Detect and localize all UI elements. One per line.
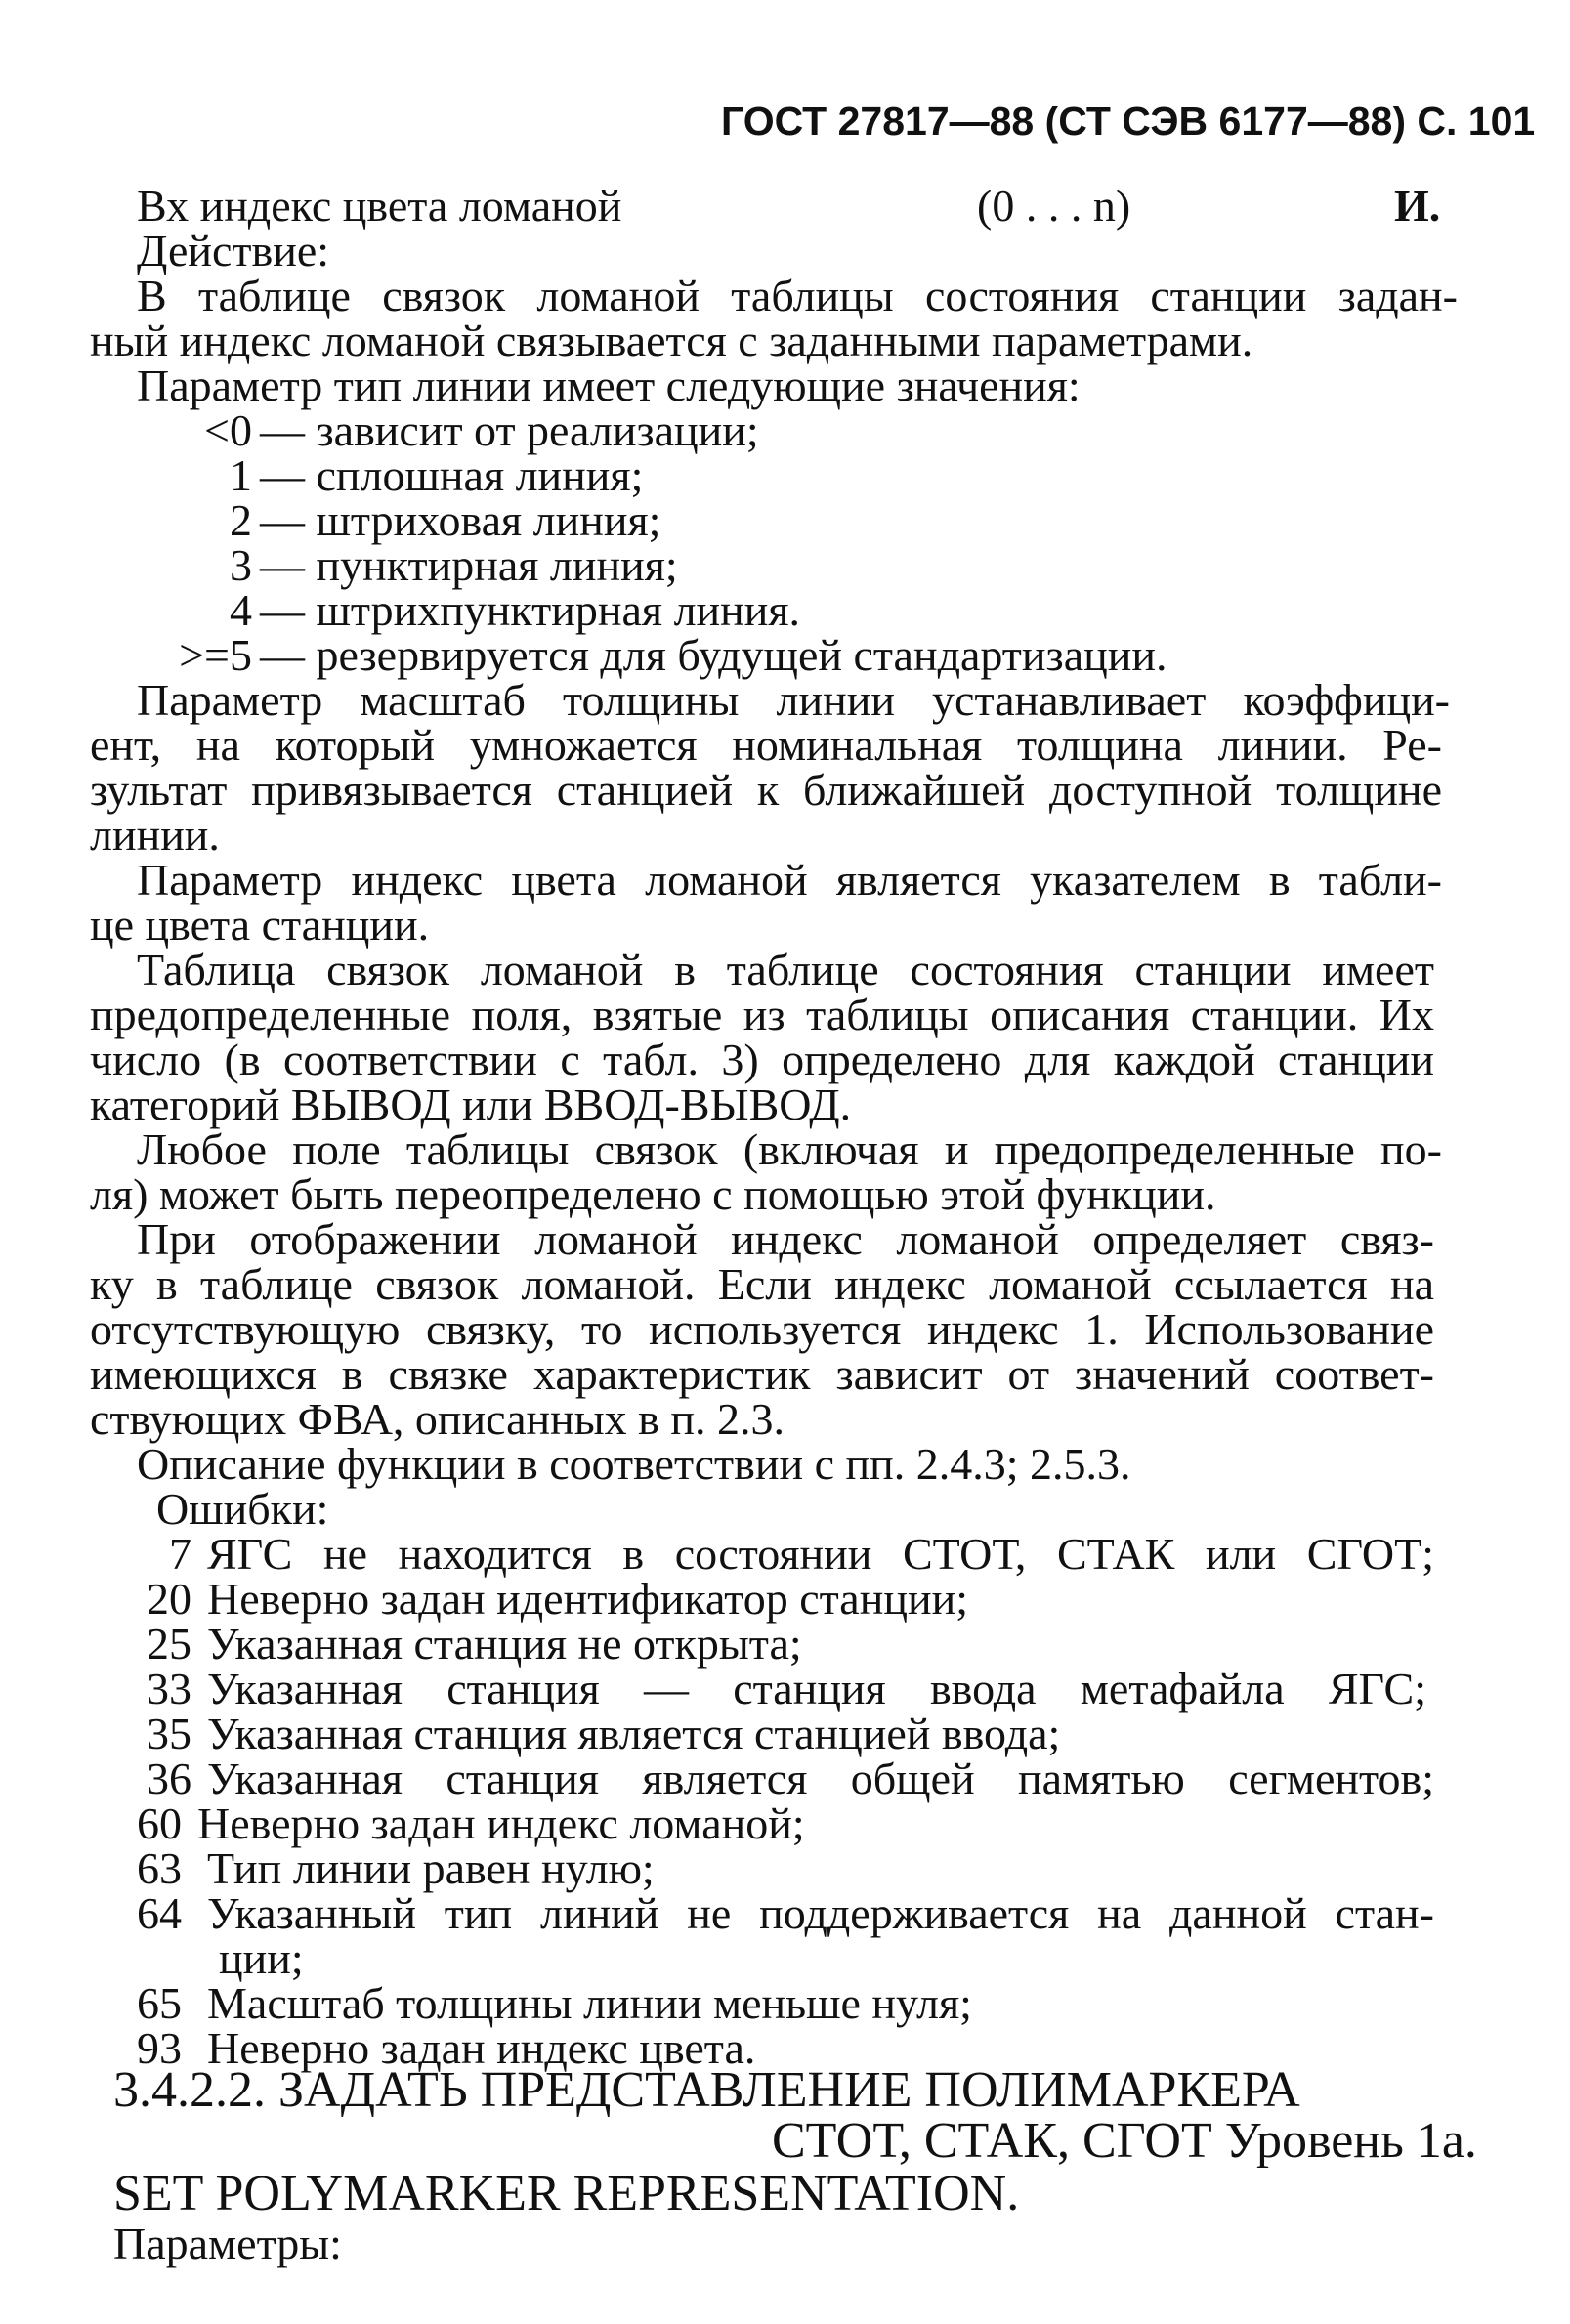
error-text: Тип линии равен нулю; [207, 1843, 655, 1893]
action-label: Действие: [137, 226, 330, 275]
param-range: (0 . . . n) [977, 181, 1131, 231]
any-line-1: Любое поле таблицы связок (включая и предопределенные по- [137, 1124, 1442, 1174]
para-1-line-2: ный индекс ломаной связывается с заданными параметрами. [90, 316, 1253, 365]
error-code: 60 [137, 1798, 182, 1848]
scale-line-3: зультат привязывается станцией к ближайшей доступной толщине [90, 765, 1442, 815]
error-code: 20 [147, 1574, 191, 1624]
para-2-line-1: Параметр тип линии имеет следующие значения: [137, 360, 1081, 410]
error-code: 33 [147, 1664, 191, 1713]
running-head: ГОСТ 27817—88 (СТ СЭВ 6177—88) С. 101 [721, 99, 1536, 144]
line-type-code: 4 [230, 585, 252, 635]
scale-line-2: ент, на который умножается номинальная толщина линии. Ре- [90, 720, 1442, 770]
error-code: 35 [147, 1709, 191, 1758]
error-text: Указанный тип линий не поддерживается на данной стан- [207, 1888, 1434, 1938]
display-line-5: ствующих ФВА, описанных в п. 2.3. [90, 1394, 785, 1444]
display-line-4: имеющихся в связке характеристик зависит от значений соответ- [90, 1349, 1434, 1399]
param-type: И. [1394, 181, 1441, 231]
parameters-label: Параметры: [113, 2218, 342, 2268]
line-type-text: — сплошная линия; [260, 450, 644, 500]
error-text-continuation: ции; [219, 1933, 304, 1983]
table-line-1: Таблица связок ломаной в таблице состояния станции имеет [137, 945, 1434, 994]
line-type-text: — зависит от реализации; [260, 405, 759, 455]
display-line-1: При отображении ломаной индекс ломаной определяет связ- [137, 1214, 1434, 1264]
line-type-text: — резервируется для будущей стандартизации. [260, 630, 1167, 680]
scale-line-1: Параметр масштаб толщины линии устанавливает коэффици- [137, 675, 1450, 725]
table-line-4: категорий ВЫВОД или ВВОД-ВЫВОД. [90, 1079, 852, 1129]
section-english-title: SET POLYMARKER REPRESENTATION. [113, 2166, 1020, 2221]
line-type-code: 3 [230, 540, 252, 590]
error-code: 64 [137, 1888, 182, 1938]
description-reference: Описание функции в соответствии с пп. 2.4.3; 2.5.3. [137, 1439, 1131, 1489]
error-code: 25 [147, 1619, 191, 1669]
param-name: Вх индекс цвета ломаной [137, 181, 622, 231]
error-code: 36 [147, 1754, 191, 1803]
error-code: 63 [137, 1843, 182, 1893]
line-type-text: — пунктирная линия; [260, 540, 678, 590]
display-line-2: ку в таблице связок ломаной. Если индекс ломаной ссылается на [90, 1259, 1434, 1309]
error-text: Неверно задан индекс цвета. [207, 2023, 756, 2073]
error-code: 7 [169, 1529, 191, 1579]
color-line-2: це цвета станции. [90, 900, 430, 950]
color-line-1: Параметр индекс цвета ломаной является указателем в табли- [137, 855, 1442, 905]
line-type-code: >=5 [179, 630, 252, 680]
section-title: 3.4.2.2. ЗАДАТЬ ПРЕДСТАВЛЕНИЕ ПОЛИМАРКЕРА [113, 2062, 1300, 2118]
error-text: Неверно задан идентификатор станции; [207, 1574, 968, 1624]
error-text: ЯГС не находится в состоянии СТОТ, СТАК или СГОТ; [207, 1529, 1434, 1579]
errors-label: Ошибки: [156, 1484, 329, 1534]
para-1-line-1: В таблице связок ломаной таблицы состояния станции задан- [137, 271, 1458, 320]
error-code: 65 [137, 1978, 182, 2028]
line-type-code: 1 [230, 450, 252, 500]
error-text: Указанная станция является общей памятью сегментов; [207, 1754, 1434, 1803]
scale-line-4: линии. [90, 810, 220, 860]
error-text: Неверно задан индекс ломаной; [197, 1798, 805, 1848]
error-text: Указанная станция — станция ввода метафайла ЯГС; [207, 1664, 1426, 1713]
error-text: Указанная станция является станцией ввода; [207, 1709, 1061, 1758]
error-text: Указанная станция не открыта; [207, 1619, 802, 1669]
table-line-2: предопределенные поля, взятые из таблицы описания станции. Их [90, 990, 1434, 1039]
any-line-2: ля) может быть переопределено с помощью этой функции. [90, 1169, 1216, 1219]
line-type-text: — штрихпунктирная линия. [260, 585, 801, 635]
line-type-code: <0 [204, 405, 252, 455]
line-type-text: — штриховая линия; [260, 495, 661, 545]
error-code: 93 [137, 2023, 182, 2073]
table-line-3: число (в соответствии с табл. 3) определено для каждой станции [90, 1035, 1434, 1084]
section-states-level: СТОТ, СТАК, СГОТ Уровень 1а. [772, 2113, 1477, 2169]
display-line-3: отсутствующую связку, то используется индекс 1. Использование [90, 1304, 1434, 1354]
line-type-code: 2 [230, 495, 252, 545]
error-text: Масштаб толщины линии меньше нуля; [207, 1978, 972, 2028]
